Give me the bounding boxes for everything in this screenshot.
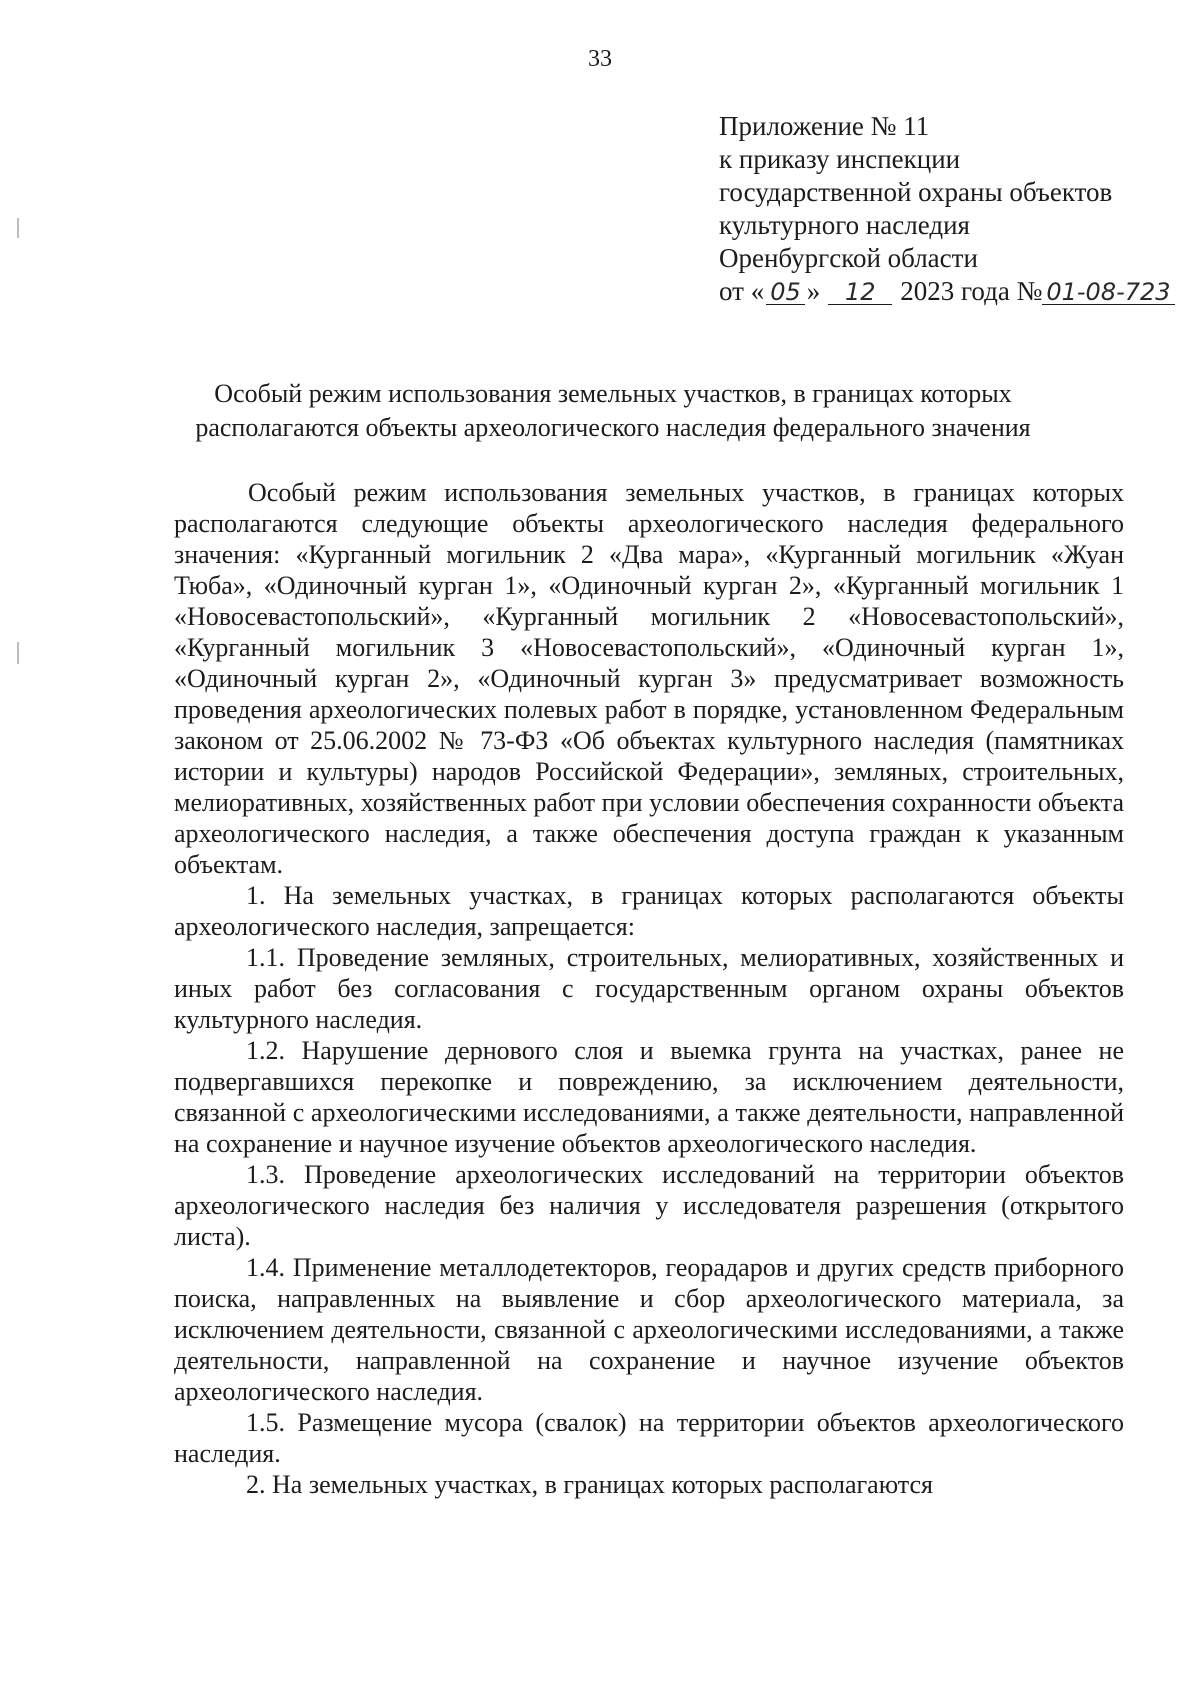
- numbered-paragraph: [174, 1035, 1124, 1159]
- numbered-paragraph: [174, 1252, 1124, 1407]
- item-text: Применение металлодетекторов, георадаров и других средств приборного поиска, направленных на выявление и сбор археологического материала, за исключением деятельности, связанной с археологическими исследованиями, а также деятельности, направленной на сохранение и научное изучение объектов археологического наследия.: [174, 1253, 1125, 1406]
- document-title: [150, 377, 1076, 445]
- item-text: Размещение мусора (свалок) на территории объектов археологического наследия.: [174, 1408, 1125, 1468]
- appendix-line: государственной охраны объектов: [719, 177, 1113, 207]
- date-year: 2023 года №: [900, 276, 1043, 306]
- appendix-line: культурного наследия: [719, 210, 970, 240]
- appendix-date-line: [719, 275, 1175, 308]
- title-line: Особый режим использования земельных участков, в границах которых: [214, 379, 1012, 408]
- scan-margin-mark: [17, 642, 19, 664]
- item-number: 1.5.: [246, 1408, 285, 1437]
- item-text: На земельных участках, в границах которых располагаются объекты археологического наследия, запрещается:: [174, 881, 1125, 941]
- handwritten-order-number: 01-08-723: [1042, 280, 1174, 305]
- intro-paragraph: Особый режим использования земельных участков, в границах которых располагаются следующие объекты археологического наследия федерального значения: «Курганный могильник 2 «Два мара», «Курганный могильник «Жуан Тюба», «Одиночный курган 1», «Одиночный курган 2», «Курганный могильник 1 «Новосевастопольский», «Курганный могильник 2 «Новосевастопольский», «Курганный могильник 3 «Новосевастопольский», «Одиночный курган 1», «Одиночный курган 2», «Одиночный курган 3» предусматривает возможность проведения археологических полевых работ в порядке, установленном Федеральным законом от 25.06.2002 № 73-ФЗ «Об объектах культурного наследия (памятниках истории и культуры) народов Российской Федерации», земляных, строительных, мелиоративных, хозяйственных работ при условии обеспечения сохранности объекта археологического наследия, а также обеспечения доступа граждан к указанным объектам.: [174, 478, 1124, 879]
- title-line: располагаются объекты археологического наследия федерального значения: [195, 413, 1031, 442]
- document-body: [174, 477, 1124, 1500]
- appendix-line: к приказу инспекции: [719, 144, 961, 174]
- numbered-paragraph: [174, 1159, 1124, 1252]
- item-number: 1.3.: [246, 1160, 285, 1189]
- numbered-paragraph: [174, 1407, 1124, 1469]
- page-number: 33: [588, 46, 612, 72]
- appendix-block: [719, 110, 1175, 308]
- appendix-line: Оренбургской области: [719, 243, 978, 273]
- handwritten-day: 05: [766, 280, 805, 305]
- scan-margin-mark: [17, 218, 19, 238]
- item-number: 2.: [246, 1470, 266, 1499]
- item-text: На земельных участках, в границах которых располагаются: [272, 1470, 933, 1499]
- numbered-paragraph: [174, 880, 1124, 942]
- item-text: Проведение археологических исследований на территории объектов археологического наследия без наличия у исследователя разрешения (открытого листа).: [174, 1160, 1124, 1251]
- numbered-paragraph: [174, 942, 1124, 1035]
- item-number: 1.4.: [246, 1253, 285, 1282]
- item-text: Нарушение дернового слоя и выемка грунта на участках, ранее не подвергавшихся перекопке и повреждению, за исключением деятельности, связанной с археологическими исследованиями, а также деятельности, направленной на сохранение и научное изучение объектов археологического наследия.: [174, 1036, 1125, 1158]
- numbered-paragraph: [174, 1469, 1124, 1500]
- item-number: 1.2.: [246, 1036, 285, 1065]
- item-text: Проведение земляных, строительных, мелиоративных, хозяйственных и иных работ без согласования с государственным органом охраны объектов культурного наследия.: [174, 943, 1125, 1034]
- item-number: 1.1.: [246, 943, 285, 972]
- handwritten-month: 12: [828, 280, 892, 305]
- date-mid: »: [806, 276, 821, 306]
- appendix-line: Приложение № 11: [719, 111, 930, 141]
- item-number: 1.: [246, 881, 266, 910]
- date-prefix: от «: [719, 276, 765, 306]
